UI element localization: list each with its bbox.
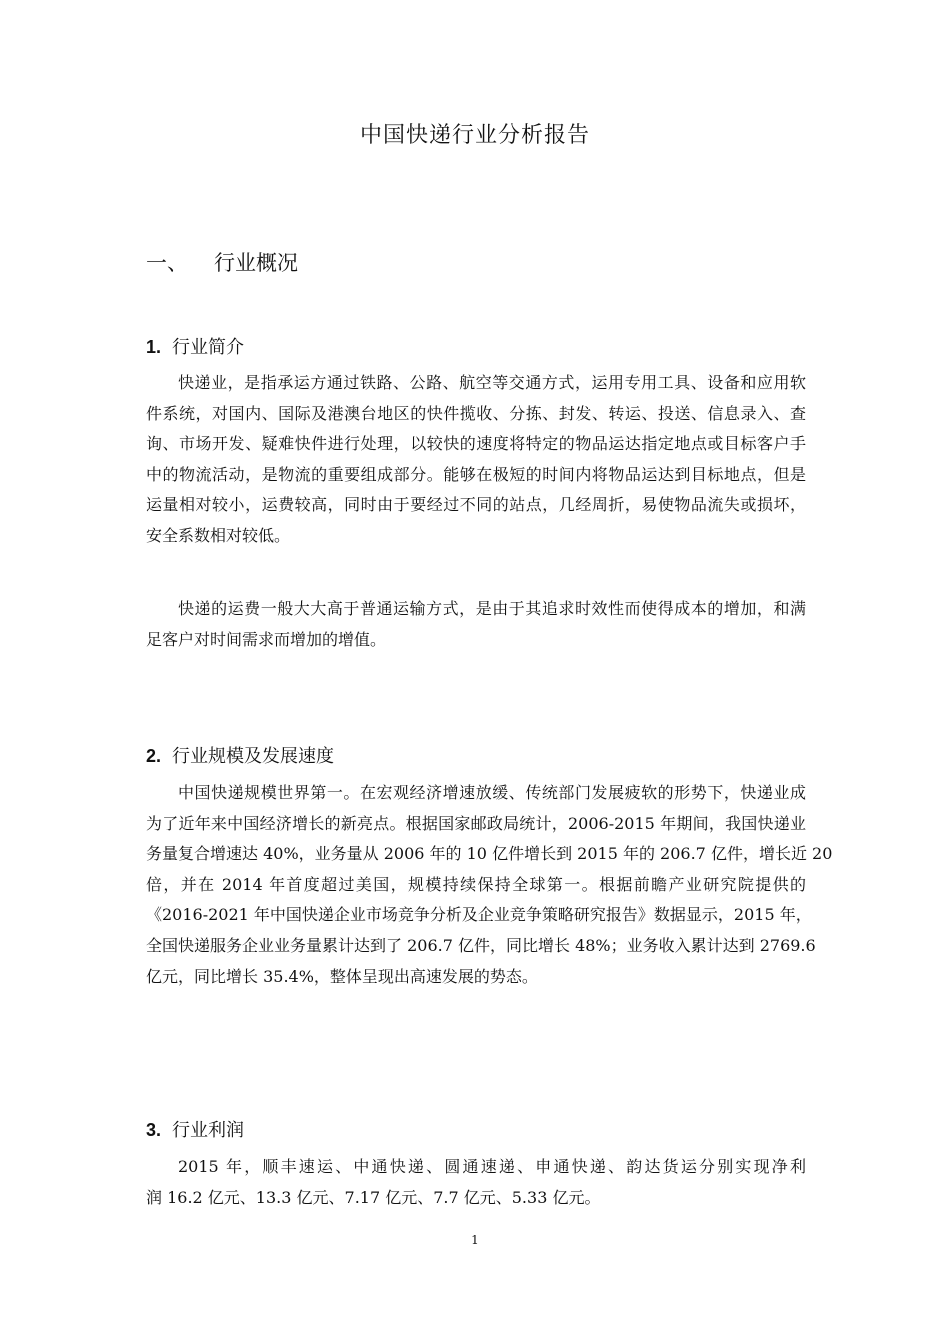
paragraph-line: 足客户对时间需求而增加的增值。 — [146, 629, 387, 649]
paragraph-industry-scale — [146, 778, 833, 992]
paragraph-line: 倍，并在 2014 年首度超过美国，规模持续保持全球第一。根据前瞻产业研究院提供的 — [146, 874, 806, 894]
paragraph-line: 安全系数相对较低。 — [146, 525, 291, 545]
paragraph-line: 件系统，对国内、国际及港澳台地区的快件揽收、分拣、封发、转运、投送、信息录入、查 — [146, 403, 806, 423]
paragraph-line: 2015 年，顺丰速运、中通快递、圆通速递、申通快递、韵达货运分别实现净利 — [178, 1157, 806, 1176]
paragraph-line: 亿元，同比增长 35.4%，整体呈现出高速发展的势态。 — [146, 966, 538, 986]
paragraph-line: 快递的运费一般大大高于普通运输方式，是由于其追求时效性而使得成本的增加，和满 — [178, 599, 806, 618]
section-title: 行业利润 — [172, 1120, 244, 1141]
paragraph-industry-intro-1 — [146, 368, 806, 552]
section-title: 行业规模及发展速度 — [172, 746, 334, 767]
section-heading-3 — [146, 1116, 244, 1142]
paragraph-line: 运量相对较小，运费较高，同时由于要经过不同的站点，几经周折，易使物品流失或损坏， — [146, 495, 806, 515]
paragraph-line: 中国快递规模世界第一。在宏观经济增速放缓、传统部门发展疲软的形势下，快递业成 — [178, 783, 806, 802]
document-title: 中国快递行业分析报告 — [359, 123, 590, 148]
section-number: 3. — [146, 1120, 162, 1140]
section-heading-2 — [146, 742, 334, 768]
section-title: 行业简介 — [172, 337, 244, 358]
paragraph-industry-profit — [146, 1152, 806, 1213]
paragraph-line: 快递业，是指承运方通过铁路、公路、航空等交通方式，运用专用工具、设备和应用软 — [178, 373, 806, 392]
section-number: 2. — [146, 746, 162, 766]
paragraph-industry-intro-2 — [146, 594, 806, 655]
paragraph-line: 询、市场开发、疑难快件进行处理，以较快的速度将特定的物品运达指定地点或目标客户手 — [146, 434, 806, 454]
paragraph-line: 《2016-2021 年中国快递企业市场竞争分析及企业竞争策略研究报告》数据显示，2015 年， — [146, 905, 812, 925]
paragraph-line: 务量复合增速达 40%，业务量从 2006 年的 10 亿件增长到 2015 年的 206.7 亿件，增长近 20 — [146, 844, 833, 864]
chapter-heading — [146, 247, 298, 277]
page-number: 1 — [471, 1233, 479, 1247]
section-heading-1 — [146, 333, 244, 359]
paragraph-line: 润 16.2 亿元、13.3 亿元、7.17 亿元、7.7 亿元、5.33 亿元。 — [146, 1187, 601, 1207]
paragraph-line: 为了近年来中国经济增长的新亮点。根据国家邮政局统计，2006-2015 年期间，我国快递业 — [146, 813, 806, 833]
section-number: 1. — [146, 337, 162, 357]
paragraph-line: 中的物流活动，是物流的重要组成部分。能够在极短的时间内将物品运达到目标地点，但是 — [146, 464, 806, 484]
chapter-title: 行业概况 — [214, 251, 298, 275]
paragraph-line: 全国快递服务企业业务量累计达到了 206.7 亿件，同比增长 48%；业务收入累计达到 2769.6 — [146, 935, 816, 955]
chapter-number: 一、 — [146, 251, 188, 275]
